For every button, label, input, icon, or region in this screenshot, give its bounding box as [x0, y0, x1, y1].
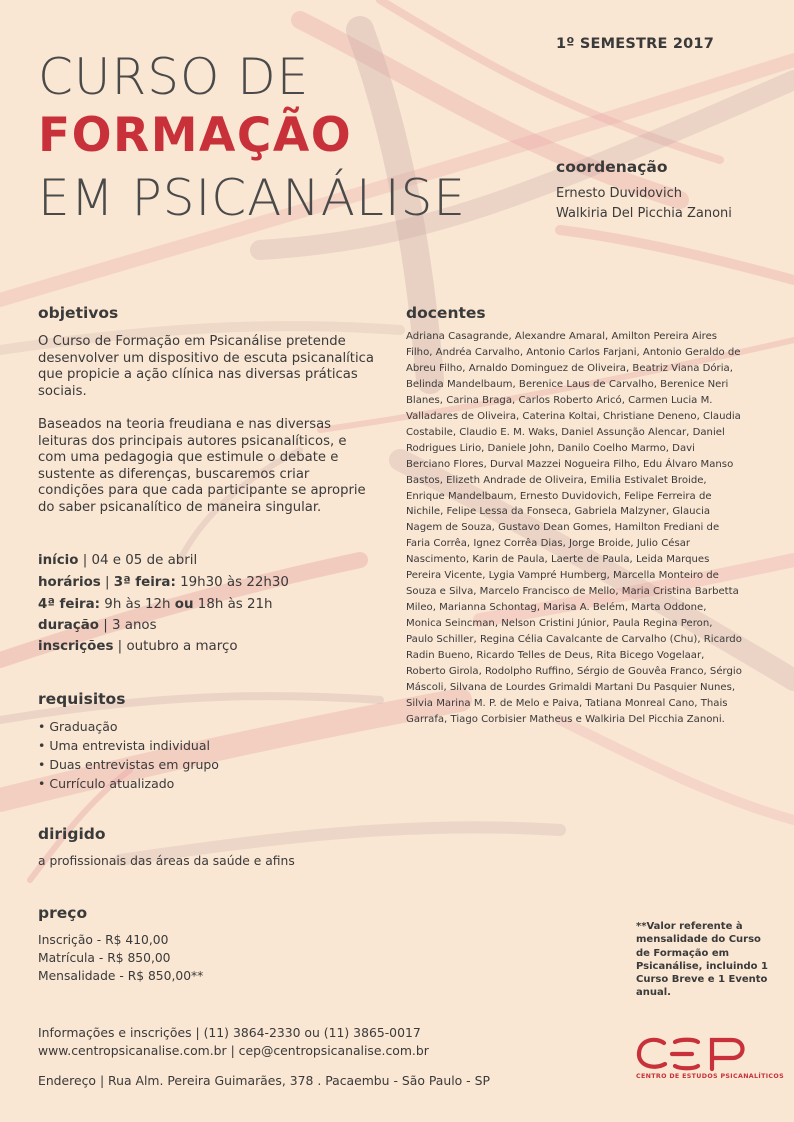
schedule-day: 3ª feira:	[113, 575, 176, 590]
semester-label: 1º SEMESTRE 2017	[556, 36, 715, 52]
title-line-2: FORMAÇÃO	[38, 108, 353, 163]
audience-text: a profissionais das áreas da saúde e afins	[38, 854, 295, 868]
duration-label: duração	[38, 618, 99, 633]
objectives-paragraph-1: O Curso de Formação em Psicanálise pretende desenvolver um dispositivo de escuta psicanalítica que propicie a ação clínica nas diversas práticas sociais.	[38, 334, 374, 399]
schedule-label: horários	[38, 575, 101, 590]
start-label: início	[38, 553, 79, 568]
schedule-time: 19h30 às 22h30	[180, 575, 289, 590]
price-line: Inscrição - R$ 410,00	[38, 933, 169, 947]
teachers-list: Adriana Casagrande, Alexandre Amaral, Amilton Pereira Aires Filho, Andréa Carvalho, Antonio Carlos Farjani, Antonio Geraldo de Abreu Filho, Arnaldo Dominguez de Oliveira, Beatriz Viana Dória, Belinda Mandelbaum, Berenice Laus de Carvalho, Berenice Neri Blanes, Carina Braga, Carlos Roberto Aricó, Carmen Lucia M. Valladares de Oliveira, Caterina Koltai, Christiane Deneno, Claudia Costabile, Claudio E. M. Waks, Daniel Assunção Alencar, Daniel Rodrigues Lirio, Daniele John, Danilo Coelho Marmo, Davi Berciano Flores, Durval Mazzei Nogueira Filho, Edu Álvaro Manso Bastos, Elizeth Andrade de Oliveira, Emilia Estivalet Broide, Enrique Mandelbaum, Ernesto Duvidovich, Felipe Ferreira de Nichile, Felipe Lessa da Fonseca, Gabriela Malzyner, Glaucia Nagem de Souza, Gustavo Dean Gomes, Hamilton Frediani de Faria Corrêa, Ignez Corrêa Dias, Jorge Broide, Julio César Nascimento, Karin de Paula, Laerte de Paula, Leida Marques Pereira Vicente, Lygia Vampré Humberg, Marcella Monteiro de Souza e Silva, Marcelo Francisco de Mello, Maria Cristina Barbetta Mileo, Marianna Schontag, Marisa A. Belém, Marta Oddone, Monica Seincman, Nelson Cristini Júnior, Paula Regina Peron, Paulo Schiller, Regina Célia Cavalcante de Carvalho (Chu), Ricardo Radin Bueno, Ricardo Telles de Deus, Rita Bicego Vogelaar, Roberto Girola, Rodolpho Ruffino, Sérgio de Gouvêa Franco, Sérgio Máscoli, Silvana de Lourdes Grimaldi Martani Du Pasquier Nunes, Silvia Marina M. P. de Melo e Paiva, Tatiana Monreal Cano, Thais Garrafa, Tiago Corbisier Matheus e Walkiria Del Picchia Zanoni.	[406, 331, 742, 725]
enrollment-value: outubro a março	[126, 639, 238, 654]
duration-value: 3 anos	[111, 618, 157, 633]
duration-row: duração | 3 anos	[38, 618, 157, 633]
requirement-item: • Graduação	[38, 719, 118, 734]
coordinator-name: Walkiria Del Picchia Zanoni	[556, 206, 732, 221]
requirement-item: • Uma entrevista individual	[38, 738, 210, 753]
title-line-3: EM PSICANÁLISE	[38, 169, 466, 227]
requirements-heading: requisitos	[38, 690, 126, 708]
enrollment-row: inscrições | outubro a março	[38, 639, 238, 654]
audience-heading: dirigido	[38, 825, 106, 843]
schedule-time: 18h às 21h	[197, 597, 273, 612]
coordinator-name: Ernesto Duvidovich	[556, 186, 682, 201]
schedule-time: 9h às 12h	[104, 597, 171, 612]
start-value: 04 e 05 de abril	[91, 553, 198, 568]
requirement-item: • Duas entrevistas em grupo	[38, 757, 219, 772]
schedule-row-2	[38, 597, 273, 612]
objectives-heading: objetivos	[38, 304, 119, 322]
teachers-heading: docentes	[406, 304, 486, 322]
cep-logo	[634, 1036, 758, 1072]
price-heading: preço	[38, 904, 88, 922]
schedule-day: 4ª feira:	[38, 597, 101, 612]
start-date-row: início | 04 e 05 de abril	[38, 553, 198, 568]
title-line-1: CURSO DE	[38, 48, 310, 106]
price-line: Mensalidade - R$ 850,00**	[38, 969, 204, 983]
price-line: Matrícula - R$ 850,00	[38, 951, 171, 965]
contact-phones: Informações e inscrições | (11) 3864-2330 ou (11) 3865-0017	[38, 1025, 421, 1040]
contact-web-email: www.centropsicanalise.com.br | cep@centropsicanalise.com.br	[38, 1043, 429, 1058]
logo-name: CENTRO DE ESTUDOS PSICANALÍTICOS	[636, 1073, 784, 1080]
schedule-row-1: horários | 3ª feira: 19h30 às 22h30	[38, 575, 289, 590]
price-footnote: **Valor referente à mensalidade do Curso de Formação em Psicanálise, incluindo 1 Curso Breve e 1 Evento anual.	[636, 921, 768, 999]
objectives-paragraph-2: Baseados na teoria freudiana e nas diversas leituras dos principais autores psicanalíticos, e com uma pedagogia que estimule o debate e sustente as diferenças, buscaremos criar condições para que cada participante se aproprie do saber psicanalítico de maneira singular.	[38, 417, 366, 515]
enrollment-label: inscrições	[38, 639, 114, 654]
schedule-or: ou	[174, 597, 194, 612]
address: Endereço | Rua Alm. Pereira Guimarães, 378 . Pacaembu - São Paulo - SP	[38, 1073, 490, 1088]
requirement-item: • Currículo atualizado	[38, 776, 175, 791]
coordination-heading: coordenação	[556, 158, 668, 176]
